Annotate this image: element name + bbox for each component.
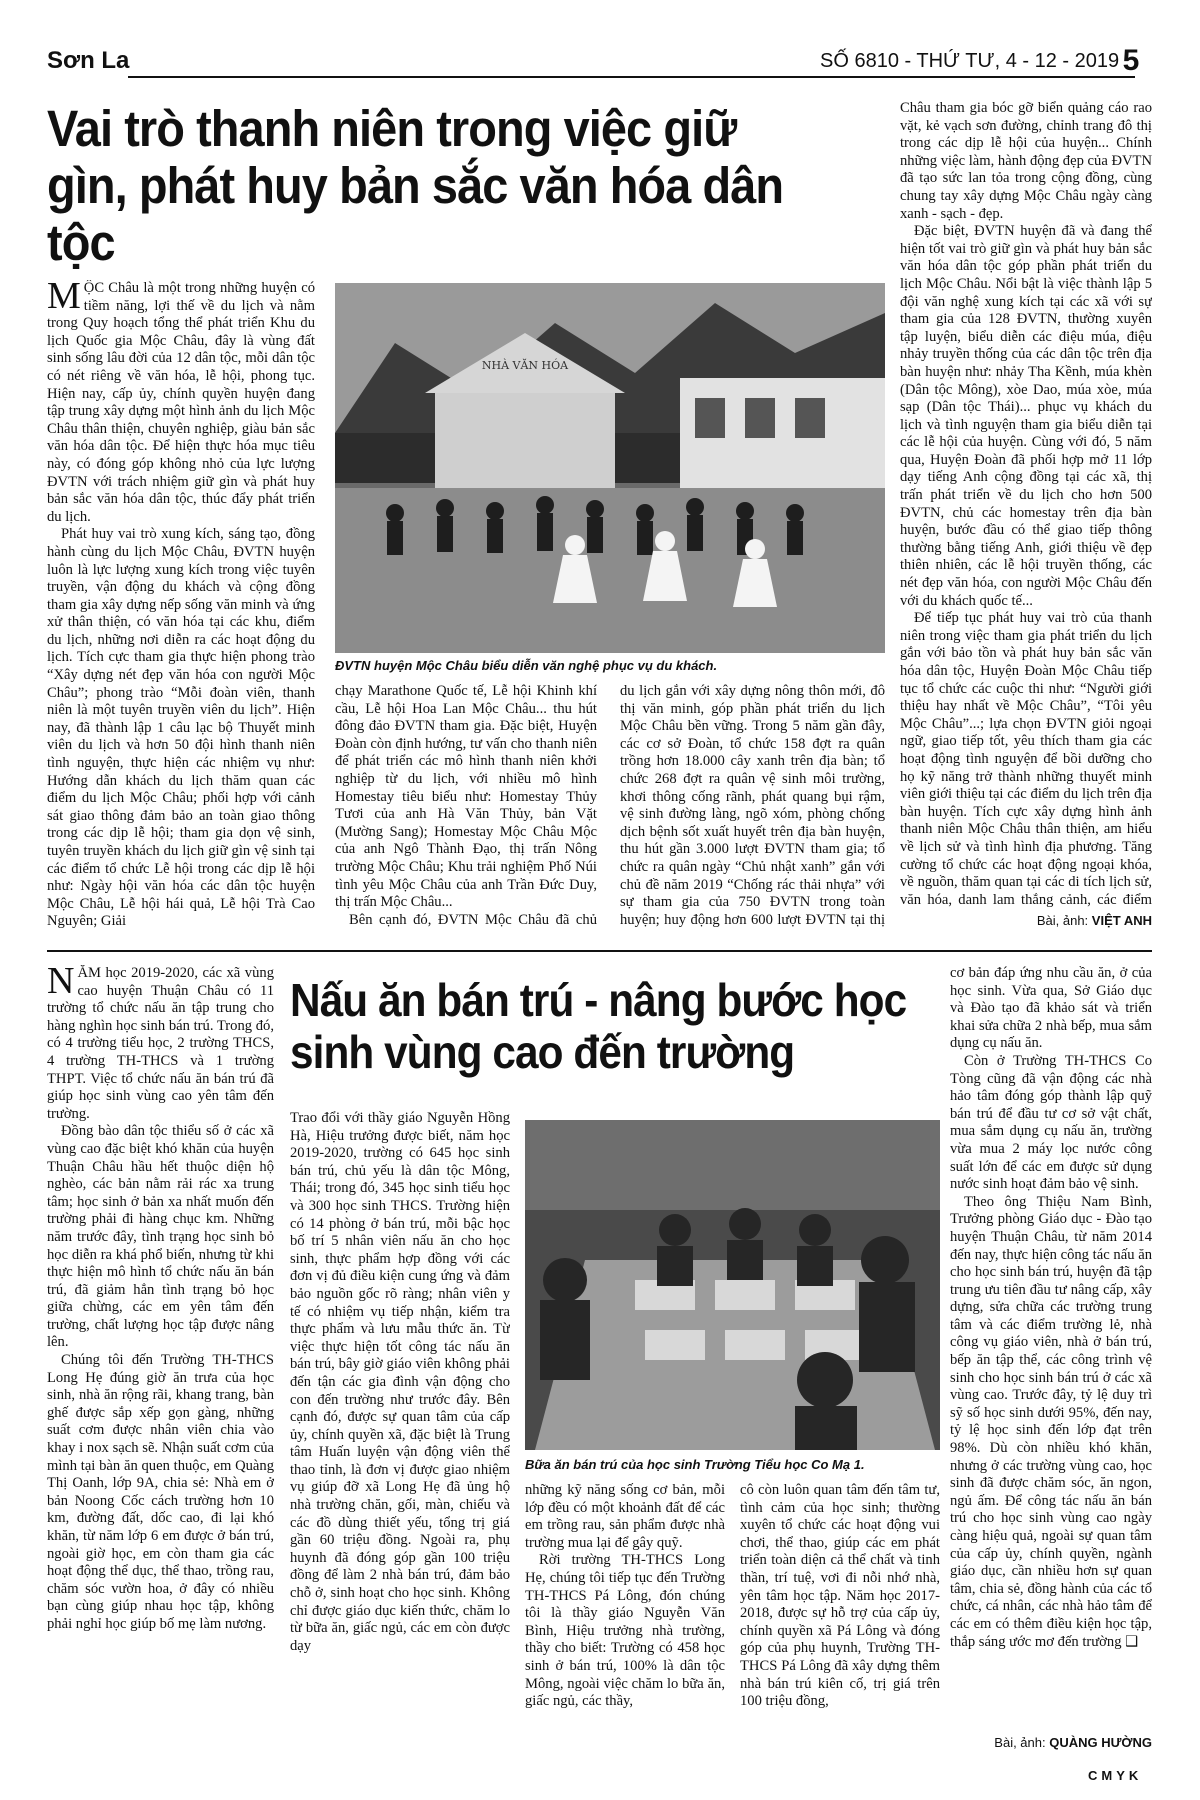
article-divider bbox=[47, 950, 1152, 952]
article2-column-1 bbox=[47, 965, 274, 1755]
article2-para: Rời trường TH-THCS Long Hẹ, chúng tôi tiếp tục đến Trường TH-THCS Pá Lông, đón chúng tôi là thầy giáo Nguyễn Văn Bình, Hiệu trưởng nhà trường, thầy cho biết: Trường có 458 học sinh ở bán trú, 100% là dân tộc Mông, ngoài việc chăm lo bữa ăn, giấc ngủ, các thầy, bbox=[525, 1552, 725, 1710]
article1-title: Vai trò thanh niên trong việc giữ gìn, phát huy bản sắc văn hóa dân tộc bbox=[47, 100, 784, 272]
article2-column-5 bbox=[950, 965, 1152, 1730]
article2-title: Nấu ăn bán trú - nâng bước học sinh vùng cao đến trường bbox=[290, 974, 907, 1078]
article2-author: QUÀNG HƯỜNG bbox=[1049, 1735, 1152, 1750]
article2-para: cô còn luôn quan tâm đến tâm tư, tình cảm của học sinh; thường xuyên tổ chức các hoạt động vui chơi, thể thao, giúp các em phát triển toàn diện cả thể chất và tinh thần, trí tuệ, vơi đi nỗi nhớ nhà, yên tâm học tập. Năm học 2017-2018, được sự hỗ trợ của cấp ủy, chính quyền xã Pá Lông và đóng góp của phụ huynh, Trường TH-THCS Pá Lông đã xây dựng thêm nhà bán trú kiên cố, trị giá trên 100 triệu đồng, bbox=[740, 1482, 940, 1710]
article1-para: Bên cạnh đó, ĐVTN Mộc Châu đã chủ bbox=[349, 911, 597, 928]
page-number: 5 bbox=[1122, 44, 1140, 77]
article1-photo bbox=[335, 283, 885, 653]
article2-para: Trao đổi với thầy giáo Nguyễn Hồng Hà, Hiệu trưởng được biết, năm học 2019-2020, trường có 645 học sinh bán trú, chủ yếu là dân tộc Mông, Thái; trong đó, 345 học sinh tiểu học và 300 học sinh THCS. Trường hiện có 14 phòng ở bán trú, mỗi bậc học bố trí 5 nhân viên nấu ăn cho học sinh, thực phẩm hợp đồng với các đơn vị đủ điều kiện cung ứng và đảm bảo nguồn gốc rõ ràng; nhân viên y tế có nhiệm vụ tiếp nhận, kiểm tra thực phẩm và lưu mẫu thức ăn. Từ việc thực hiện tốt công tác nấu ăn bán trú, bây giờ giáo viên không phải đến tận các gia đình vận động cho con đến trường như trước đây. Bên cạnh đó, được sự quan tâm của cấp ủy, chính quyền xã, đặc biệt là Trung tâm Huấn luyện vận động viên thể thao tỉnh, là đơn vị được giao nhiệm vụ giúp đỡ xã Long Hẹ đã ủng hộ nhà trường chăn, gối, màn, chiếu và các đồ dùng thiết yếu, tổng trị giá gần 60 triệu đồng. Ngoài ra, phụ huynh đã đóng góp gần 100 triệu đồng để làm 2 nhà bán trú, đảm bảo chỗ ở, sinh hoạt cho học sinh. Không chỉ được giáo dục kiến thức, chăm lo từ bữa ăn, giấc ngủ, các em còn được dạy bbox=[290, 1110, 510, 1654]
photo-sign: NHÀ VĂN HÓA bbox=[481, 359, 569, 372]
article2-para: NĂM học 2019-2020, các xã vùng cao huyện Thuận Châu có 11 trường tổ chức nấu ăn tập trung cho hàng nghìn học sinh bán trú. Trong đó, có 4 trường tiểu học, 2 trường THCS, 4 trường TH-THCS và 1 trường THPT. Việc tổ chức nấu ăn bán trú đã giúp học sinh vùng cao yên tâm đến trường. bbox=[47, 965, 274, 1122]
article2-para: Đồng bào dân tộc thiểu số ở các xã vùng cao đặc biệt khó khăn của huyện Thuận Châu hầu hết thuộc diện hộ nghèo, các bản nằm rải rác xa trung tâm; học sinh ở bản xa nhất muốn đến trường phải đi hàng chục km. Những năm trước đây, tình trạng học sinh bỏ học diễn ra khá phổ biến, nhưng từ khi thực hiện mô hình tổ chức nấu ăn bán trú, đã giảm hẳn tình trạng bỏ học giữa chừng, các em yên tâm đến trường, chất lượng học tập được nâng lên. bbox=[47, 1123, 274, 1351]
article2-para: những kỹ năng sống cơ bản, mỗi lớp đều có một khoảnh đất để các em trồng rau, sản phẩm được nhà trường mua lại để gây quỹ. bbox=[525, 1482, 725, 1551]
article1-para: MỘC Châu là một trong những huyện có tiềm năng, lợi thế về du lịch và nằm trong Quy hoạch tổng thể phát triển Khu du lịch Quốc gia Mộc Châu, đây là vùng đất sinh sống lâu đời của 12 dân tộc, mỗi dân tộc có nét riêng về văn hóa, lễ hội, phong tục. Hiện nay, cấp ủy, chính quyền huyện đang tập trung xây dựng một hình ảnh du lịch Mộc Châu thân thiện, chuyên nghiệp, giàu bản sắc văn hóa dân tộc. Để hiện thực hóa mục tiêu này, có đóng góp không nhỏ của lực lượng ĐVTN với trách nhiệm giữ gìn và phát huy bản sắc văn hóa dân tộc, thúc đẩy phát triển du lịch. bbox=[47, 280, 315, 525]
article2-column-2 bbox=[290, 1110, 510, 1758]
cmyk-marker: CMYK bbox=[1088, 1768, 1143, 1783]
article2-photo bbox=[525, 1120, 940, 1450]
article2-para: Theo ông Thiệu Nam Bình, Trưởng phòng Giáo dục - Đào tạo huyện Thuận Châu, từ năm 2014 đến nay, thực hiện công tác nấu ăn cho học sinh bán trú, huyện đã tập trung ưu tiên đầu tư nâng cấp, xây dựng, sửa chữa các trường trung tâm và các điểm trường lẻ, nhà công vụ giáo viên, nhà ở bán trú, bếp ăn tập thể, các công trình vệ sinh cho học sinh bán trú ở các xã vùng cao. Trước đây, tỷ lệ duy trì sỹ số học sinh dưới 95%, đến nay, tỷ lệ học sinh đến lớp đạt trên 98%. Dù còn nhiều khó khăn, nhưng ở các trường vùng cao, học sinh đã được chăm sóc, ăn ngon, ngủ ấm. Để công tác nấu ăn bán trú cho học sinh vùng cao ngày càng hiệu quả, ngoài sự quan tâm của cấp ủy, chính quyền, ngành giáo dục, cần nhiều hơn sự quan tâm, chia sẻ, đồng hành của các tổ chức, cá nhân, các nhà hảo tâm để các em có thêm điều kiện học tập, thắp sáng ước mơ đến trường ❑ bbox=[950, 1193, 1152, 1650]
drop-cap: N bbox=[47, 965, 75, 1002]
article1-photo-caption: ĐVTN huyện Mộc Châu biểu diễn văn nghệ phục vụ du khách. bbox=[335, 658, 718, 673]
article1-author: VIỆT ANH bbox=[1091, 913, 1152, 928]
article2-byline: Bài, ảnh: QUÀNG HƯỜNG bbox=[994, 1735, 1152, 1750]
article1-para: Phát huy vai trò xung kích, sáng tạo, đồng hành cùng du lịch Mộc Châu, ĐVTN huyện luôn là lực lượng xung kích trong việc tuyên truyền, vận động du khách và cộng đồng tham gia xây dựng nếp sống văn minh và ứng xử thân thiện, có văn hóa tại các khu, điểm du lịch, những nơi diễn ra các hoạt động du lịch. Tích cực tham gia thực hiện phong trào “Xây dựng nét đẹp văn hóa con người Mộc Châu”; phong trào “Mỗi đoàn viên, thanh niên là một tuyên truyền viên du lịch”. Hiện nay, đã thành lập 1 câu lạc bộ Thuyết minh viên du lịch và hơn 50 đội hình thanh niên tình nguyện, thực hiện các nhiệm vụ như: Hướng dẫn khách du lịch thăm quan các điểm du lịch Mộc Châu; phối hợp với cảnh sát giao thông đảm bảo an toàn giao thông trong các dịp lễ hội; tham gia dọn vệ sinh, tuyên truyền khách du lịch giữ gìn vệ sinh tại các điểm tổ chức Lễ hội trong các dịp lễ hội như: Ngày hội văn hóa các dân tộc huyện Mộc Châu, Lễ hội hái quả, Lễ hội Trà Cao Nguyên; Giải bbox=[47, 526, 315, 930]
article1-column-4 bbox=[900, 100, 1152, 910]
article2-para: Còn ở Trường TH-THCS Co Tòng cũng đã vận động các nhà hảo tâm đóng góp thành lập quỹ bán trú để đầu tư cơ sở vật chất, mua sắm dụng cụ nấu ăn, trường vừa mua 2 máy lọc nước công suất lớn để các em được sử dụng nước sinh hoạt đảm bảo vệ sinh. bbox=[950, 1052, 1152, 1193]
article1-column-3 bbox=[620, 683, 885, 928]
article1-byline: Bài, ảnh: VIỆT ANH bbox=[1036, 913, 1152, 928]
header-rule bbox=[128, 76, 1135, 78]
drop-cap: M bbox=[47, 280, 81, 317]
article2-column-3 bbox=[525, 1482, 725, 1758]
section-name: Sơn La bbox=[47, 47, 130, 74]
article1-para: chạy Marathone Quốc tế, Lễ hội Khinh khí cầu, Lễ hội Hoa Lan Mộc Châu... thu hút đông đảo ĐVTN tham gia. Đặc biệt, Huyện Đoàn còn định hướng, tư vấn cho thanh niên để phát triển các mô hình thanh niên khởi nghiệp từ du lịch, với nhiều mô hình Homestay tiêu biểu như: Homestay Thủy Tươi của anh Hà Văn Thủy, bản Vặt (Mường Sang); Homestay Mộc Châu Mộc của anh Ngô Thành Đạo, thị trấn Nông trường Mộc Châu; Khu trải nghiệm Phố Núi tình yêu Mộc Châu của anh Trần Đức Duy, thị trấn Mộc Châu... bbox=[335, 683, 597, 911]
article1-para: du lịch gắn với xây dựng nông thôn mới, đô thị văn minh, góp phần phát triển du lịch Mộc Châu bền vững. Trong 5 năm gần đây, các cơ sở Đoàn, tổ chức 158 đợt ra quân trồng hơn 18.000 cây xanh trên địa bàn; tổ chức 268 đợt ra quân vệ sinh môi trường, khơi thông cống rãnh, phát quang bụi rậm, vệ sinh đường làng, ngõ xóm, phòng chống dịch bệnh sốt xuất huyết trên địa bàn huyện, thu hút gần 3.000 lượt ĐVTN tham gia; tổ chức ra quân ngày “Chủ nhật xanh” gắn với chủ đề năm 2019 “Chống rác thải nhựa” với sự tham gia của 750 ĐVTN trong toàn huyện; huy động hơn 600 lượt ĐVTN tại thị bbox=[620, 683, 885, 928]
article2-column-4 bbox=[740, 1482, 940, 1758]
article2-para: cơ bản đáp ứng nhu cầu ăn, ở của học sinh. Vừa qua, Sở Giáo dục và Đào tạo đã khảo sát và triển khai sửa chữa 2 nhà bếp, mua sắm dụng cụ nấu ăn. bbox=[950, 965, 1152, 1052]
article2-para: Chúng tôi đến Trường TH-THCS Long Hẹ đúng giờ ăn trưa của học sinh, nhà ăn rộng rãi, khang trang, bàn ghế được sắp xếp gọn gàng, những suất cơm được nhân viên chia vào khay i nox sạch sẽ. Nhận suất cơm của mình tại bàn ăn quen thuộc, em Quàng Thị Oanh, lớp 9A, chia sẻ: Nhà em ở bản Noong Cốc cách trường hơn 10 km, đường đất, dốc cao, đi lại khó khăn, từ năm lớp 6 em được ở bán trú, ngoài giờ học, em còn tham gia các hoạt động thể dục, thể thao, trồng rau, chăm sóc vườn hoa, ở đây có nhiều bạn cùng giúp nhau học tập, không phải nghỉ học giúp bố mẹ làm nương. bbox=[47, 1352, 274, 1632]
article1-para: Đặc biệt, ĐVTN huyện đã và đang thể hiện tốt vai trò giữ gìn và phát huy bản sắc văn hóa dân tộc góp phần phát triển du lịch Mộc Châu. Nổi bật là việc thành lập 5 đội văn nghệ xung kích tại các xã với sự tham gia của 128 ĐVTN, thường xuyên tập luyện, biểu diễn các điệu múa, điệu nhảy truyền thống của các dân tộc trên địa bàn huyện như: nhảy Tha Kềnh, múa khèn (Dân tộc Mông), xòe Dao, múa xòe, múa sạp (Dân tộc Thái)... phục vụ khách du lịch và tình nguyện tham gia biểu diễn tại các lễ hội của huyện. Cùng với đó, 5 năm qua, Huyện Đoàn đã phối hợp mở 11 lớp dạy tiếng Anh cộng đồng tại các xã, thị trấn phát triển về du lịch cho hơn 500 ĐVTN, chủ các homestay trên địa bàn huyện, bước đầu có thể giao tiếp thông thường bằng tiếng Anh, giới thiệu về đẹp thiên nhiên, các lễ hội truyền thống, các nét đẹp văn hóa, con người Mộc Châu đến với du khách quốc tế... bbox=[900, 223, 1152, 609]
article1-para: Để tiếp tục phát huy vai trò của thanh niên trong việc tham gia phát triển du lịch gắn với bảo tồn và phát huy bản sắc văn hóa dân tộc, Huyện Đoàn Mộc Châu tiếp tục tổ chức các cuộc thi như: “Người giới thiệu hay nhất về Mộc Châu”, “Tôi yêu Mộc Châu”...; lựa chọn ĐVTN giỏi ngoại ngữ, giao tiếp tốt, yêu thích tham gia các hoạt động tình nguyện để bồi dưỡng cho họ kỹ năng trở thành những thuyết minh viên giới thiệu tại các điểm du lịch trên địa bàn huyện. Tích cực xây dựng hình ảnh thanh niên Mộc Châu thân thiện, am hiểu về lịch sử và tình hình địa phương. Tăng cường tổ chức các hoạt động ngoại khóa, về nguồn, thăm quan tại các di tích lịch sử, văn hóa, danh lam thắng cảnh, các điểm bbox=[900, 610, 1152, 908]
article1-para: Châu tham gia bóc gỡ biển quảng cáo rao vặt, kẻ vạch sơn đường, chỉnh trang đô thị trong các dịp lễ hội của huyện... Chính những việc làm, hành động đẹp của ĐVTN đã tạo sức lan tỏa trong cộng đồng, cùng chung tay xây dựng Mộc Châu ngày càng xanh - sạch - đẹp. bbox=[900, 100, 1152, 222]
article2-photo-caption: Bữa ăn bán trú của học sinh Trường Tiểu học Co Mạ 1. bbox=[525, 1457, 865, 1472]
issue-date: SỐ 6810 - THỨ TƯ, 4 - 12 - 2019 bbox=[820, 50, 1120, 72]
article1-column-1 bbox=[47, 280, 315, 935]
article1-column-2 bbox=[335, 683, 597, 928]
